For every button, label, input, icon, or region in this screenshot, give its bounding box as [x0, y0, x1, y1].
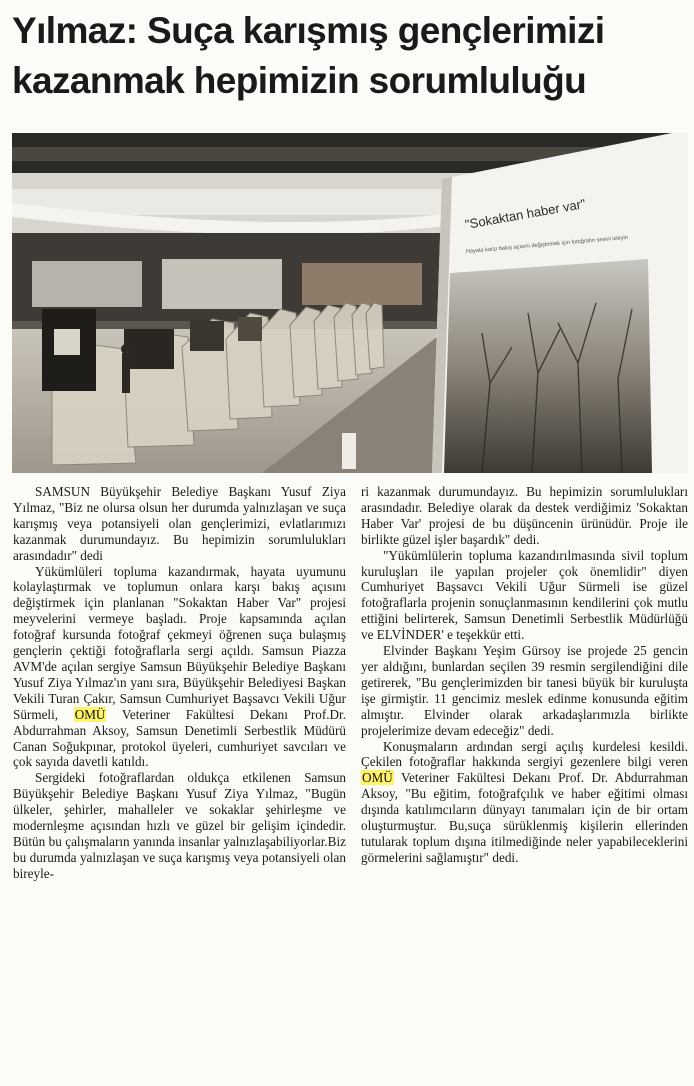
paragraph-text: Veteriner Fakültesi Dekanı Prof.Dr. Abdurrahman Aksoy, Samsun Denetimli Serbestlik Müdürü Canan Soğukpınar, protokol üyeleri, cumhuriyet savcıları ve çok sayıda davetli katıldı.	[13, 706, 346, 770]
article-paragraph	[361, 484, 688, 548]
paragraph-text: ri kazanmak durumundayız. Bu hepimizin sorumlulukları arasındadır. Belediye olarak da destek verdiğimiz 'Sokaktan Haber Var' projesi de bu düşüncenin ürünüdür. Proje ile birlikte güzel işler başardık" dedi.	[361, 484, 688, 547]
paragraph-text: Veteriner Fakültesi Dekanı Prof. Dr. Abdurrahman Aksoy, "Bu eğitim, fotoğrafçılık ve haber eğitimi olması dışında katılımcıların dünyayı tanımaları için de bir ortam oluşturmuştur. Bu,suça sürüklenmiş kişilerin ellerinden tutularak toplum dışına itilmediğinde neler yapabileceklerini görmelerini sağlamıştır" dedi.	[361, 770, 688, 865]
article-paragraph	[13, 564, 346, 771]
article-paragraph	[13, 770, 346, 881]
exhibition-photo	[12, 133, 688, 473]
paragraph-text: "Yükümlülerin topluma kazandırılmasında sivil toplum kuruluşları ile yapılan projeler çok önemlidir" diyen Cumhuriyet Başsavcı Vekili Uğur Sürmeli ise güzel fotoğraflarla projenin sonuçlanmasının kendilerini çok mutlu ettiğini belirterek, Samsun Denetimli Serbestlik Müdürlüğü ve ELVİNDER' e teşekkür etti.	[361, 547, 688, 643]
article-paragraph	[13, 484, 346, 564]
paragraph-text: Sergideki fotoğraflardan oldukça etkilenen Samsun Büyükşehir Belediye Başkanı Yusuf Ziya Yılmaz, "Bugün ülkeler, şehirler, mahalleler ve sokaklar şehirleşme ve modernleşme açısından hızlı ve güzel bir gelişim içindedir. Bütün bu çalışmaların yanında insanlar yalnızlaşabiliyorlar.Biz bu durumda yalnızlaşan ve suça karışmış veya potansiyeli olan bireyle-	[13, 770, 346, 881]
article-paragraph	[361, 643, 688, 738]
article-paragraph	[361, 548, 688, 643]
paragraph-text: Yükümlüleri topluma kazandırmak, hayata uyumunu kolaylaştırmak ve toplumun onlara karşı bakış açısını değiştirmek için planlanan "Sokaktan Haber Var" projesi meyvelerini vermeye başladı. Proje kapsamında açılan fotoğraf kursunda fotoğraf çekmeyi öğrenen suça bulaşmış gençlerin çektiği fotoğraflarla sergi açıldı. Samsun Piazza AVM'de açılan sergiye Samsun Büyükşehir Belediye Başkanı Yusuf Ziya Yılmaz'ın yanı sıra, Büyükşehir Belediyesi Başkan Vekili Turan Çakır, Samsun Cumhuriyet Başsavcı Vekili Uğur Sürmeli,	[13, 563, 346, 722]
board-title: "Sokaktan haber var"	[463, 196, 587, 232]
paragraph-text: Elvinder Başkanı Yeşim Gürsoy ise projede 25 gencin yer aldığını, bunlardan seçilen 39 resmin sergilendiğini dile getirerek, "Bu gençlerimizden bir tanesi büyük bir kuruluşta işe girmiştir. 11 gencimiz meslek edinme konusunda eğitim almıştır. Elvinder olarak arkadaşlarımızla birlikte projelerimize devam edeceğiz" dedi.	[361, 643, 688, 738]
article-column-right	[361, 484, 688, 866]
article-column-left	[13, 484, 346, 882]
headline: Yılmaz: Suça karışmış gençlerimizi kazanmak hepimizin sorumluluğu	[12, 10, 605, 101]
highlighted-term: OMÜ	[74, 706, 106, 722]
article-paragraph	[361, 739, 688, 866]
board-subtitle: Hayata karşı bakış açısını değiştirmek için fotoğrafın sesini izleyin	[465, 234, 629, 255]
paragraph-text: Konuşmaların ardından sergi açılış kurdelesi kesildi. Çekilen fotoğraflar hakkında sergiyi gezenlere bilgi veren	[361, 738, 688, 770]
paragraph-text: SAMSUN Büyükşehir Belediye Başkanı Yusuf Ziya Yılmaz, "Biz ne olursa olsun her durumda yalnızlaşan ve suça karışmış veya potansiyeli olan gençlerimizi, evlatlarımızı kazanmak durumundayız. Bu hepimizin sorumlulukları arasındadır" dedi	[13, 484, 346, 563]
highlighted-term: OMÜ	[362, 770, 393, 786]
